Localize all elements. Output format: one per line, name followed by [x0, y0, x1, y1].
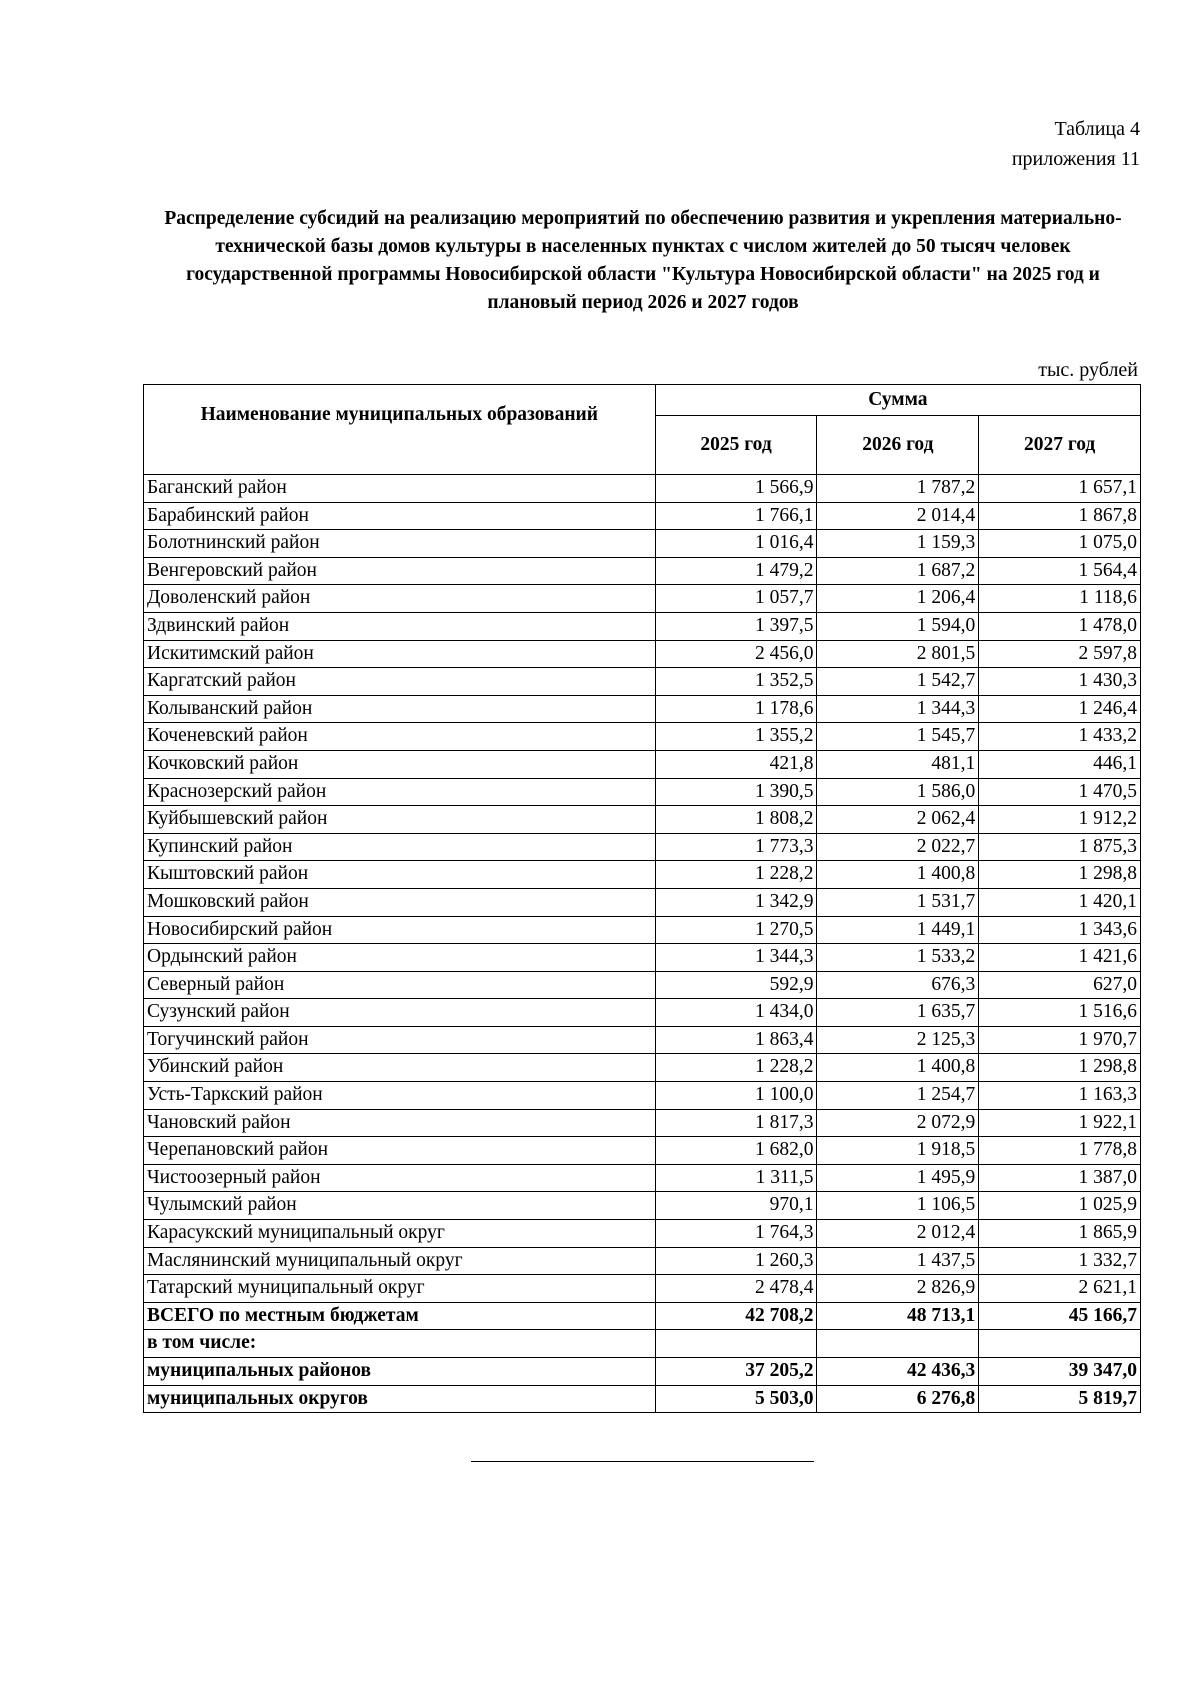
row-name: Колыванский район [144, 695, 656, 723]
row-value-2026: 2 062,4 [817, 806, 979, 834]
row-name: Искитимский район [144, 640, 656, 668]
row-name: Барабинский район [144, 502, 656, 530]
row-value-2026: 42 436,3 [817, 1358, 979, 1386]
row-value-2027: 1 430,3 [979, 668, 1141, 696]
row-value-2026: 1 206,4 [817, 585, 979, 613]
row-value-2025: 1 434,0 [655, 999, 817, 1027]
row-value-2025: 1 260,3 [655, 1247, 817, 1275]
row-value-2025: 1 342,9 [655, 888, 817, 916]
row-value-2025: 1 764,3 [655, 1220, 817, 1248]
row-value-2025: 1 566,9 [655, 475, 817, 503]
header-year-2026: 2026 год [817, 416, 979, 475]
row-value-2027: 1 163,3 [979, 1082, 1141, 1110]
row-value-2025: 1 863,4 [655, 1026, 817, 1054]
row-value-2026: 1 635,7 [817, 999, 979, 1027]
subsidy-table [143, 384, 1141, 1413]
row-value-2027: 5 819,7 [979, 1385, 1141, 1413]
row-value-2025: 1 352,5 [655, 668, 817, 696]
header-year-2025: 2025 год [655, 416, 817, 475]
closing-rule [471, 1461, 814, 1462]
table-row [144, 1109, 1141, 1137]
table-row [144, 1192, 1141, 1220]
row-value-2025: 1 178,6 [655, 695, 817, 723]
table-row [144, 1330, 1141, 1358]
table-row [144, 723, 1141, 751]
row-value-2025: 1 682,0 [655, 1137, 817, 1165]
table-body [144, 475, 1141, 1413]
row-value-2026 [817, 1330, 979, 1358]
row-value-2027: 446,1 [979, 750, 1141, 778]
unit-label: тыс. рублей [1038, 359, 1138, 381]
header-sum: Сумма [655, 385, 1140, 416]
row-value-2026: 1 437,5 [817, 1247, 979, 1275]
row-name: Черепановский район [144, 1137, 656, 1165]
table-row [144, 530, 1141, 558]
table-row [144, 888, 1141, 916]
row-name: Кочковский район [144, 750, 656, 778]
row-value-2027: 1 516,6 [979, 999, 1141, 1027]
row-value-2027: 2 597,8 [979, 640, 1141, 668]
table-row [144, 557, 1141, 585]
row-name: Новосибирский район [144, 916, 656, 944]
row-value-2025: 1 817,3 [655, 1109, 817, 1137]
table-row [144, 1247, 1141, 1275]
table-row [144, 1164, 1141, 1192]
row-name: Кыштовский район [144, 861, 656, 889]
row-value-2027: 1 564,4 [979, 557, 1141, 585]
row-value-2027: 1 246,4 [979, 695, 1141, 723]
row-value-2026: 2 826,9 [817, 1275, 979, 1303]
row-value-2025: 592,9 [655, 971, 817, 999]
document-title: Распределение субсидий на реализацию мероприятий по обеспечению развития и укрепления материально-технической базы домов культуры в населенных пунктах с числом жителей до 50 тысяч человек государственной программы Новосибирской области "Культура Новосибирской области" на 2025 год и плановый период 2026 и 2027 годов [164, 208, 1122, 313]
table-row [144, 1302, 1141, 1330]
row-value-2027: 1 875,3 [979, 833, 1141, 861]
row-value-2025: 970,1 [655, 1192, 817, 1220]
row-value-2025: 1 808,2 [655, 806, 817, 834]
row-value-2025: 1 228,2 [655, 861, 817, 889]
row-value-2027: 1 912,2 [979, 806, 1141, 834]
row-name: Карасукский муниципальный округ [144, 1220, 656, 1248]
row-value-2027: 1 025,9 [979, 1192, 1141, 1220]
row-value-2025: 1 311,5 [655, 1164, 817, 1192]
row-value-2025: 42 708,2 [655, 1302, 817, 1330]
row-name: Чулымский район [144, 1192, 656, 1220]
row-value-2027: 1 470,5 [979, 778, 1141, 806]
row-name: Усть-Таркский район [144, 1082, 656, 1110]
row-value-2025: 1 390,5 [655, 778, 817, 806]
table-row [144, 1358, 1141, 1386]
row-value-2027: 1 387,0 [979, 1164, 1141, 1192]
row-value-2025 [655, 1330, 817, 1358]
row-value-2025: 1 397,5 [655, 612, 817, 640]
row-value-2026: 1 400,8 [817, 861, 979, 889]
row-value-2027: 2 621,1 [979, 1275, 1141, 1303]
row-value-2027: 1 657,1 [979, 475, 1141, 503]
row-value-2027: 1 433,2 [979, 723, 1141, 751]
row-name: Куйбышевский район [144, 806, 656, 834]
table-row [144, 916, 1141, 944]
row-name: Тогучинский район [144, 1026, 656, 1054]
row-value-2026: 1 533,2 [817, 944, 979, 972]
row-name: Купинский район [144, 833, 656, 861]
row-name: в том числе: [144, 1330, 656, 1358]
row-name: Татарский муниципальный округ [144, 1275, 656, 1303]
table-row [144, 585, 1141, 613]
row-value-2025: 1 016,4 [655, 530, 817, 558]
row-value-2025: 1 479,2 [655, 557, 817, 585]
row-name: Чановский район [144, 1109, 656, 1137]
row-value-2026: 1 687,2 [817, 557, 979, 585]
table-row [144, 1054, 1141, 1082]
row-value-2026: 1 787,2 [817, 475, 979, 503]
row-name: Северный район [144, 971, 656, 999]
row-value-2026: 2 801,5 [817, 640, 979, 668]
table-row [144, 861, 1141, 889]
row-value-2027: 1 118,6 [979, 585, 1141, 613]
row-value-2027: 1 922,1 [979, 1109, 1141, 1137]
row-value-2027: 1 298,8 [979, 1054, 1141, 1082]
row-value-2026: 2 072,9 [817, 1109, 979, 1137]
row-value-2027: 1 343,6 [979, 916, 1141, 944]
row-value-2025: 1 270,5 [655, 916, 817, 944]
row-name: Убинский район [144, 1054, 656, 1082]
header-year-2027: 2027 год [979, 416, 1141, 475]
row-value-2025: 2 456,0 [655, 640, 817, 668]
row-name: Сузунский район [144, 999, 656, 1027]
row-name: Каргатский район [144, 668, 656, 696]
table-row [144, 1220, 1141, 1248]
row-name: муниципальных районов [144, 1358, 656, 1386]
row-value-2026: 1 495,9 [817, 1164, 979, 1192]
table-row [144, 1275, 1141, 1303]
table-row [144, 1137, 1141, 1165]
row-value-2026: 1 542,7 [817, 668, 979, 696]
row-name: Маслянинский муниципальный округ [144, 1247, 656, 1275]
table-row [144, 999, 1141, 1027]
row-value-2026: 2 012,4 [817, 1220, 979, 1248]
row-value-2026: 6 276,8 [817, 1385, 979, 1413]
row-name: муниципальных округов [144, 1385, 656, 1413]
row-name: Венгеровский район [144, 557, 656, 585]
table-row [144, 1385, 1141, 1413]
row-value-2026: 2 125,3 [817, 1026, 979, 1054]
row-value-2026: 1 918,5 [817, 1137, 979, 1165]
row-name: Баганский район [144, 475, 656, 503]
row-value-2025: 37 205,2 [655, 1358, 817, 1386]
table-row [144, 944, 1141, 972]
row-value-2026: 1 594,0 [817, 612, 979, 640]
appendix-label: приложения 11 [1011, 148, 1140, 170]
row-value-2025: 1 355,2 [655, 723, 817, 751]
table-row [144, 640, 1141, 668]
table-row [144, 475, 1141, 503]
row-value-2026: 481,1 [817, 750, 979, 778]
row-value-2027 [979, 1330, 1141, 1358]
row-value-2025: 1 228,2 [655, 1054, 817, 1082]
row-value-2025: 1 773,3 [655, 833, 817, 861]
row-value-2025: 1 100,0 [655, 1082, 817, 1110]
row-value-2026: 1 586,0 [817, 778, 979, 806]
table-row [144, 502, 1141, 530]
row-value-2026: 1 545,7 [817, 723, 979, 751]
row-name: Мошковский район [144, 888, 656, 916]
row-value-2027: 1 075,0 [979, 530, 1141, 558]
row-name: Здвинский район [144, 612, 656, 640]
row-value-2025: 5 503,0 [655, 1385, 817, 1413]
table-label: Таблица 4 [1054, 118, 1140, 140]
row-value-2025: 1 057,7 [655, 585, 817, 613]
row-name: Чистоозерный район [144, 1164, 656, 1192]
table-row [144, 1026, 1141, 1054]
row-value-2026: 2 014,4 [817, 502, 979, 530]
row-value-2026: 1 344,3 [817, 695, 979, 723]
row-value-2026: 1 254,7 [817, 1082, 979, 1110]
table-row [144, 806, 1141, 834]
row-value-2026: 1 159,3 [817, 530, 979, 558]
table-row [144, 833, 1141, 861]
row-value-2025: 1 344,3 [655, 944, 817, 972]
table-row [144, 668, 1141, 696]
row-name: Коченевский район [144, 723, 656, 751]
row-value-2027: 1 332,7 [979, 1247, 1141, 1275]
row-value-2027: 1 420,1 [979, 888, 1141, 916]
row-value-2027: 1 298,8 [979, 861, 1141, 889]
row-value-2027: 627,0 [979, 971, 1141, 999]
row-value-2026: 1 449,1 [817, 916, 979, 944]
table-row [144, 778, 1141, 806]
row-name: Краснозерский район [144, 778, 656, 806]
row-value-2027: 45 166,7 [979, 1302, 1141, 1330]
row-value-2027: 1 478,0 [979, 612, 1141, 640]
row-name: Ордынский район [144, 944, 656, 972]
table-row [144, 1082, 1141, 1110]
table-row [144, 612, 1141, 640]
row-value-2027: 39 347,0 [979, 1358, 1141, 1386]
row-value-2027: 1 778,8 [979, 1137, 1141, 1165]
row-value-2025: 421,8 [655, 750, 817, 778]
row-value-2026: 1 106,5 [817, 1192, 979, 1220]
row-value-2026: 676,3 [817, 971, 979, 999]
header-name: Наименование муниципальных образований [144, 385, 656, 475]
table-row [144, 695, 1141, 723]
row-name: Болотнинский район [144, 530, 656, 558]
table-header [144, 385, 1141, 475]
row-value-2025: 2 478,4 [655, 1275, 817, 1303]
row-name: ВСЕГО по местным бюджетам [144, 1302, 656, 1330]
row-value-2027: 1 867,8 [979, 502, 1141, 530]
row-value-2026: 48 713,1 [817, 1302, 979, 1330]
table-row [144, 971, 1141, 999]
table-row [144, 750, 1141, 778]
row-value-2026: 1 531,7 [817, 888, 979, 916]
row-name: Доволенский район [144, 585, 656, 613]
row-value-2027: 1 865,9 [979, 1220, 1141, 1248]
row-value-2026: 1 400,8 [817, 1054, 979, 1082]
row-value-2027: 1 970,7 [979, 1026, 1141, 1054]
row-value-2027: 1 421,6 [979, 944, 1141, 972]
row-value-2025: 1 766,1 [655, 502, 817, 530]
row-value-2026: 2 022,7 [817, 833, 979, 861]
